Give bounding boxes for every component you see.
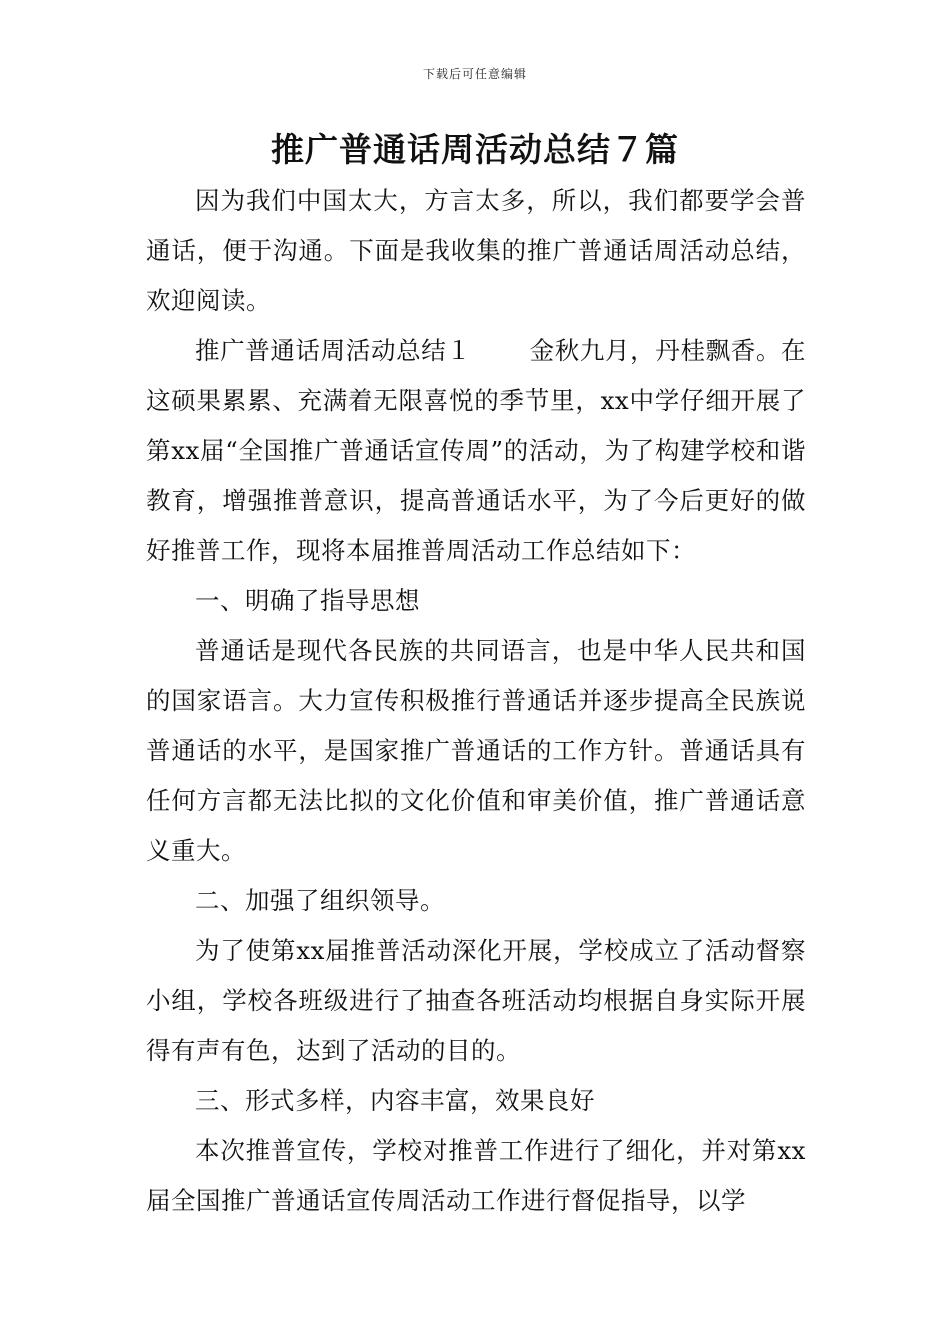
section1-text: 金秋九月，丹桂飘香。在这硕果累累、充满着无限喜悦的季节里，xx中学仔细开展了第xx届“全国推广普通话宣传周”的活动，为了构建学校和谐教育，增强推普意识，提高普通话水平，为了今后更好的做好推普工作，现将本届推普周活动工作总结如下： [146, 336, 806, 565]
heading-organization: 二、加强了组织领导。 [195, 886, 445, 915]
intro-paragraph: 因为我们中国太大，方言太多，所以，我们都要学会普通话，便于沟通。下面是我收集的推广普通话周活动总结，欢迎阅读。 [146, 186, 806, 315]
paragraph-organization: 为了使第xx届推普活动深化开展，学校成立了活动督察小组，学校各班级进行了抽查各班活动均根据自身实际开展得有声有色，达到了活动的目的。 [146, 936, 806, 1065]
paragraph-forms: 本次推普宣传，学校对推普工作进行了细化，并对第xx届全国推广普通话宣传周活动工作进行督促指导，以学 [146, 1136, 806, 1215]
heading-guiding-thought: 一、明确了指导思想 [195, 586, 420, 615]
header-note: 下载后可任意编辑 [422, 67, 527, 81]
paragraph-guiding-thought: 普通话是现代各民族的共同语言，也是中华人民共和国的国家语言。大力宣传积极推行普通话并逐步提高全民族说普通话的水平，是国家推广普通话的工作方针。普通话具有任何方言都无法比拟的文化价值和审美价值，推广普通话意义重大。 [146, 636, 806, 865]
document-title: 推广普通话周活动总结７篇 [271, 130, 679, 169]
section1-label: 推广普通话周活动总结１ [195, 336, 472, 365]
section1-paragraph [146, 326, 806, 576]
heading-forms: 三、形式多样，内容丰富，效果良好 [195, 1086, 595, 1115]
document-body [146, 176, 806, 1226]
